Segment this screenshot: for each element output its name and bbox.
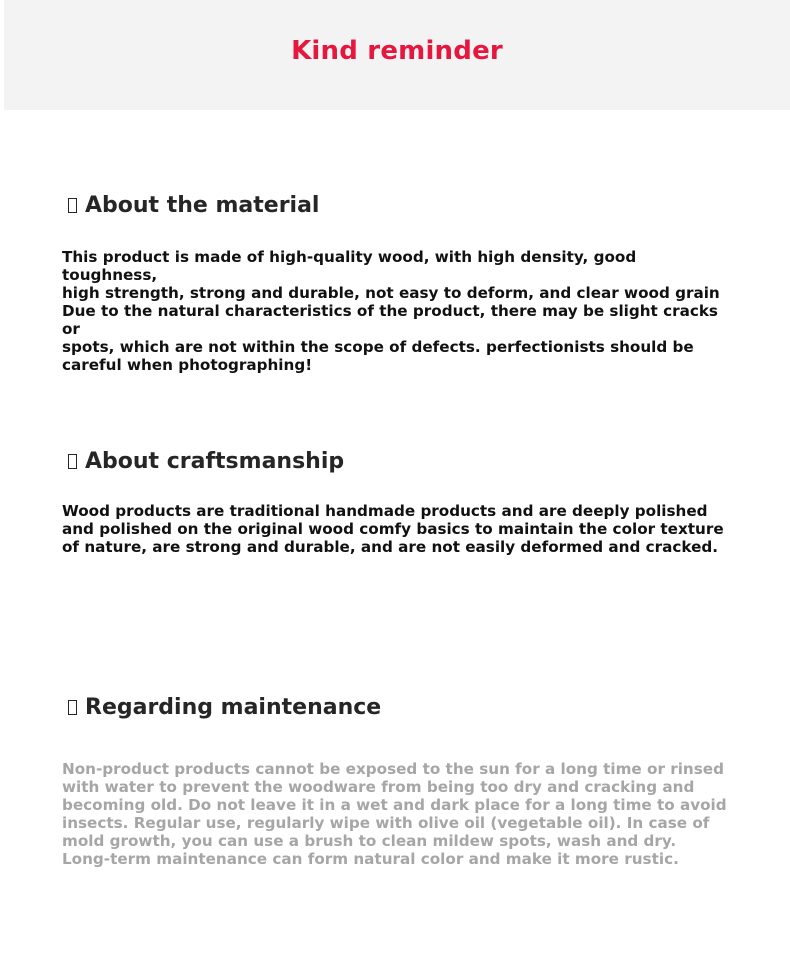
section-maintenance — [62, 695, 732, 868]
section-heading — [62, 449, 732, 474]
section-heading-text: About the material — [85, 193, 320, 218]
section-body: Non-product products cannot be exposed to the sun for a long time or rinsed with water to prevent the woodware from being too dry and cracking and becoming old. Do not leave it in a wet and dark place for a long time to avoid insects. Regular use, regularly wipe with olive oil (vegetable oil). In case of mold growth, you can use a brush to clean mildew spots, wash and dry. Long-term maintenance can form natural color and make it more rustic. — [62, 760, 727, 868]
section-craftsmanship — [62, 449, 732, 556]
section-body: Wood products are traditional handmade products and are deeply polished and polished on the original wood comfy basics to maintain the color texture of nature, are strong and durable, and are not easily deformed and cracked. — [62, 502, 724, 556]
section-body: This product is made of high-quality wood, with high density, good toughness, high strength, strong and durable, not easy to deform, and clear wood grain Due to the natural characteristics of the product, there may be slight cracks or spots, which are not within the scope of defects. perfectionists should be careful when photographing! — [62, 248, 720, 374]
square-bullet-icon — [68, 198, 77, 213]
section-heading — [62, 695, 732, 720]
header-banner — [4, 0, 790, 110]
section-heading-text: About craftsmanship — [85, 449, 345, 474]
section-heading — [62, 193, 732, 218]
section-material — [62, 193, 732, 374]
section-heading-text: Regarding maintenance — [85, 695, 382, 720]
square-bullet-icon — [68, 700, 77, 715]
banner-title: Kind reminder — [291, 36, 503, 66]
square-bullet-icon — [68, 454, 77, 469]
